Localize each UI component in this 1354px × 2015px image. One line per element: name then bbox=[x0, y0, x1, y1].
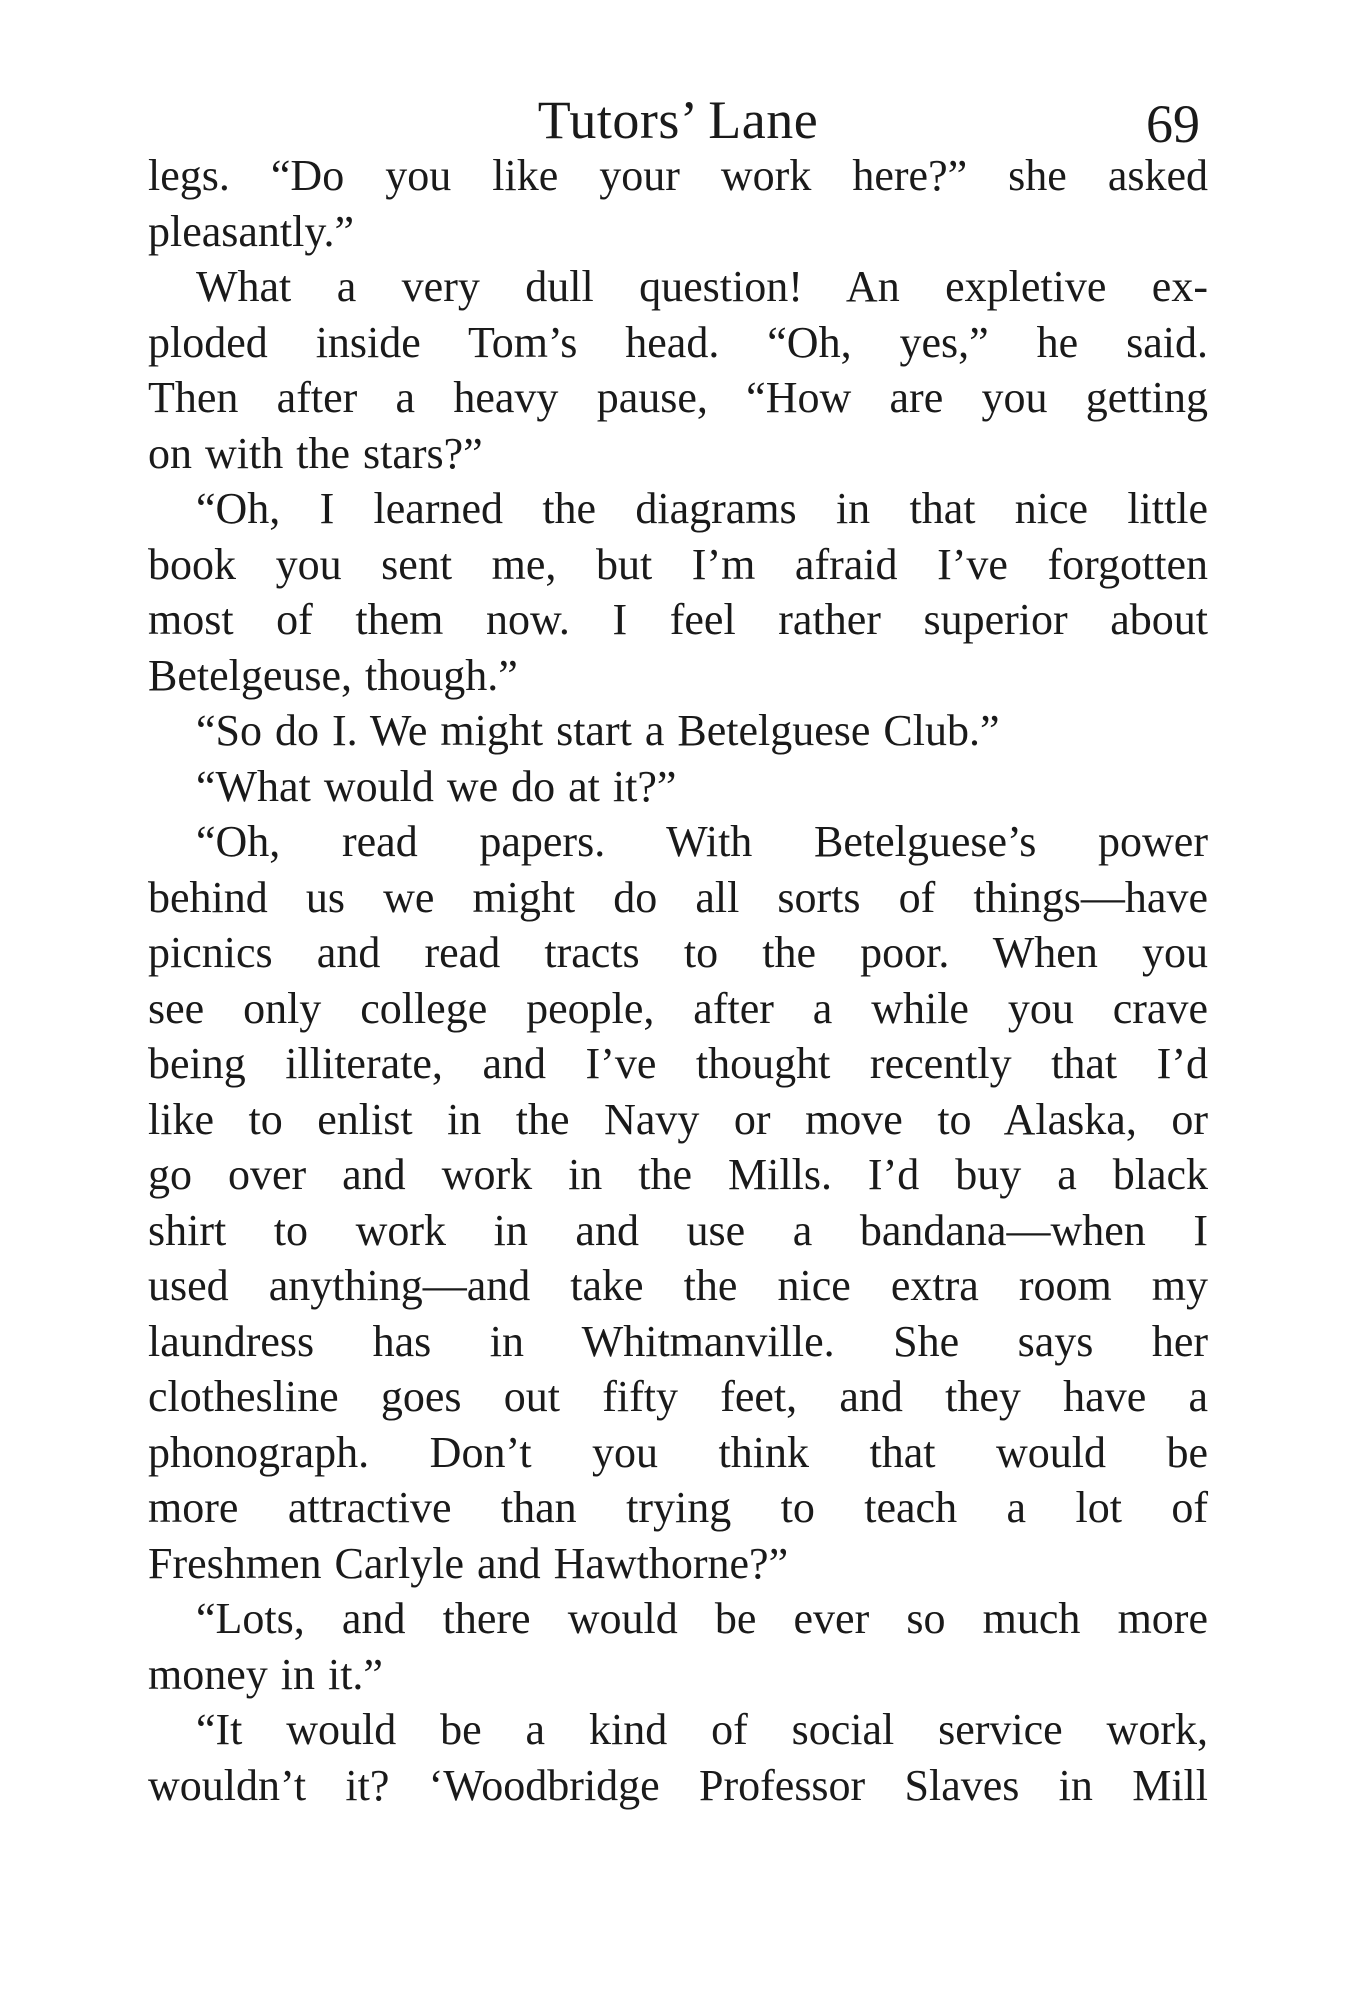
text-line: laundress has in Whitmanville. She says her bbox=[148, 1316, 1208, 1366]
text-line: “What would we do at it?” bbox=[196, 761, 677, 811]
text-line: money in it.” bbox=[148, 1649, 383, 1699]
text-line: Freshmen Carlyle and Hawthorne?” bbox=[148, 1538, 789, 1588]
text-line: see only college people, after a while you crave bbox=[148, 983, 1208, 1033]
text-line: on with the stars?” bbox=[148, 428, 483, 478]
text-line: “Oh, I learned the diagrams in that nice little bbox=[196, 484, 1208, 533]
text-line: Betelgeuse, though.” bbox=[148, 650, 518, 700]
text-line: “Lots, and there would be ever so much more bbox=[196, 1594, 1208, 1643]
text-line: legs. “Do you like your work here?” she asked bbox=[148, 151, 1208, 200]
text-line: “It would be a kind of social service work, bbox=[196, 1705, 1208, 1754]
text-line: What a very dull question! An expletive ex- bbox=[196, 262, 1208, 311]
text-line: “So do I. We might start a Betelguese Club.” bbox=[196, 706, 1000, 755]
text-line: ploded inside Tom’s head. “Oh, yes,” he said. bbox=[148, 317, 1208, 367]
text-line: Then after a heavy pause, “How are you getting bbox=[148, 373, 1208, 422]
text-line: go over and work in the Mills. I’d buy a black bbox=[148, 1150, 1208, 1199]
text-line: clothesline goes out fifty feet, and they have a bbox=[148, 1372, 1208, 1421]
text-line: phonograph. Don’t you think that would be bbox=[148, 1427, 1208, 1477]
text-line: more attractive than trying to teach a lot of bbox=[148, 1483, 1208, 1532]
text-line: used anything—and take the nice extra room my bbox=[148, 1261, 1208, 1310]
body-text bbox=[148, 148, 1208, 1813]
text-line: shirt to work in and use a bandana—when I bbox=[148, 1205, 1208, 1255]
text-line: behind us we might do all sorts of things—have bbox=[148, 872, 1208, 922]
text-line: like to enlist in the Navy or move to Alaska, or bbox=[148, 1094, 1208, 1144]
text-line: picnics and read tracts to the poor. When you bbox=[148, 928, 1208, 977]
text-line: pleasantly.” bbox=[148, 206, 355, 256]
text-line: book you sent me, but I’m afraid I’ve forgotten bbox=[148, 539, 1208, 589]
text-line: “Oh, read papers. With Betelguese’s power bbox=[196, 817, 1208, 866]
text-line: most of them now. I feel rather superior about bbox=[148, 595, 1208, 644]
page-number: 69 bbox=[1146, 94, 1200, 154]
text-line: wouldn’t it? ‘Woodbridge Professor Slaves in Mill bbox=[148, 1760, 1208, 1810]
running-title: Tutors’ Lane bbox=[537, 90, 819, 150]
text-line: being illiterate, and I’ve thought recently that I’d bbox=[148, 1039, 1208, 1088]
